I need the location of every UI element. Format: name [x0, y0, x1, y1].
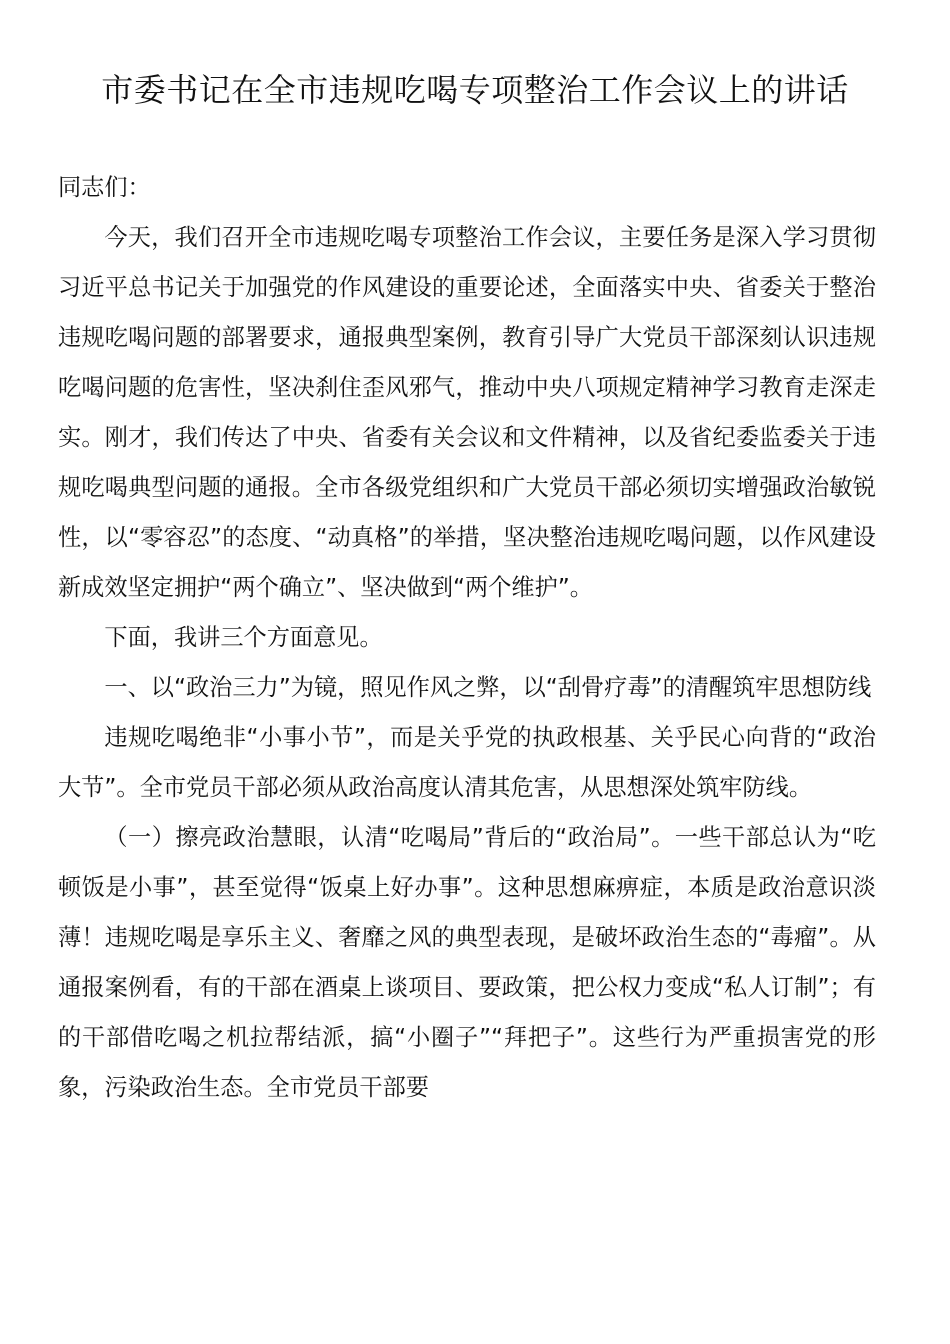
section-heading-1: 一、以“政治三力”为镜，照见作风之弊，以“刮骨疗毒”的清醒筑牢思想防线 — [104, 674, 872, 701]
paragraph-intro: 今天，我们召开全市违规吃喝专项整治工作会议，主要任务是深入学习贯彻习近平总书记关于加强党的作风建设的重要论述，全面落实中央、省委关于整治违规吃喝问题的部署要求，通报典型案例，教育引导广大党员干部深刻认识违规吃喝问题的危害性，坚决刹住歪风邪气，推动中央八项规定精神学习教育走深走实。刚才，我们传达了中央、省委有关会议和文件精神，以及省纪委监委关于违规吃喝典型问题的通报。全市各级党组织和广大党员干部必须切实增强政治敏锐性，以“零容忍”的态度、“动真格”的举措，坚决整治违规吃喝问题，以作风建设新成效坚定拥护“两个确立”、坚决做到“两个维护”。 — [58, 224, 876, 601]
document-body — [58, 163, 876, 1113]
paragraph-section-1-intro: 违规吃喝绝非“小事小节”，而是关乎党的执政根基、关乎民心向背的“政治大节”。全市党员干部必须从政治高度认清其危害，从思想深处筑牢防线。 — [58, 724, 876, 801]
salutation: 同志们： — [58, 174, 151, 201]
paragraph-outline: 下面，我讲三个方面意见。 — [104, 624, 383, 651]
document-title: 市委书记在全市违规吃喝专项整治工作会议上的讲话 — [101, 71, 849, 109]
paragraph-subsection-1: （一）擦亮政治慧眼，认清“吃喝局”背后的“政治局”。一些干部总认为“吃顿饭是小事”，甚至觉得“饭桌上好办事”。这种思想麻痹症，本质是政治意识淡薄！违规吃喝是享乐主义、奢靡之风的典型表现，是破坏政治生态的“毒瘤”。从通报案例看，有的干部在酒桌上谈项目、要政策，把公权力变成“私人订制”；有的干部借吃喝之机拉帮结派，搞“小圈子”“拜把子”。这些行为严重损害党的形象，污染政治生态。全市党员干部要 — [58, 824, 876, 1101]
